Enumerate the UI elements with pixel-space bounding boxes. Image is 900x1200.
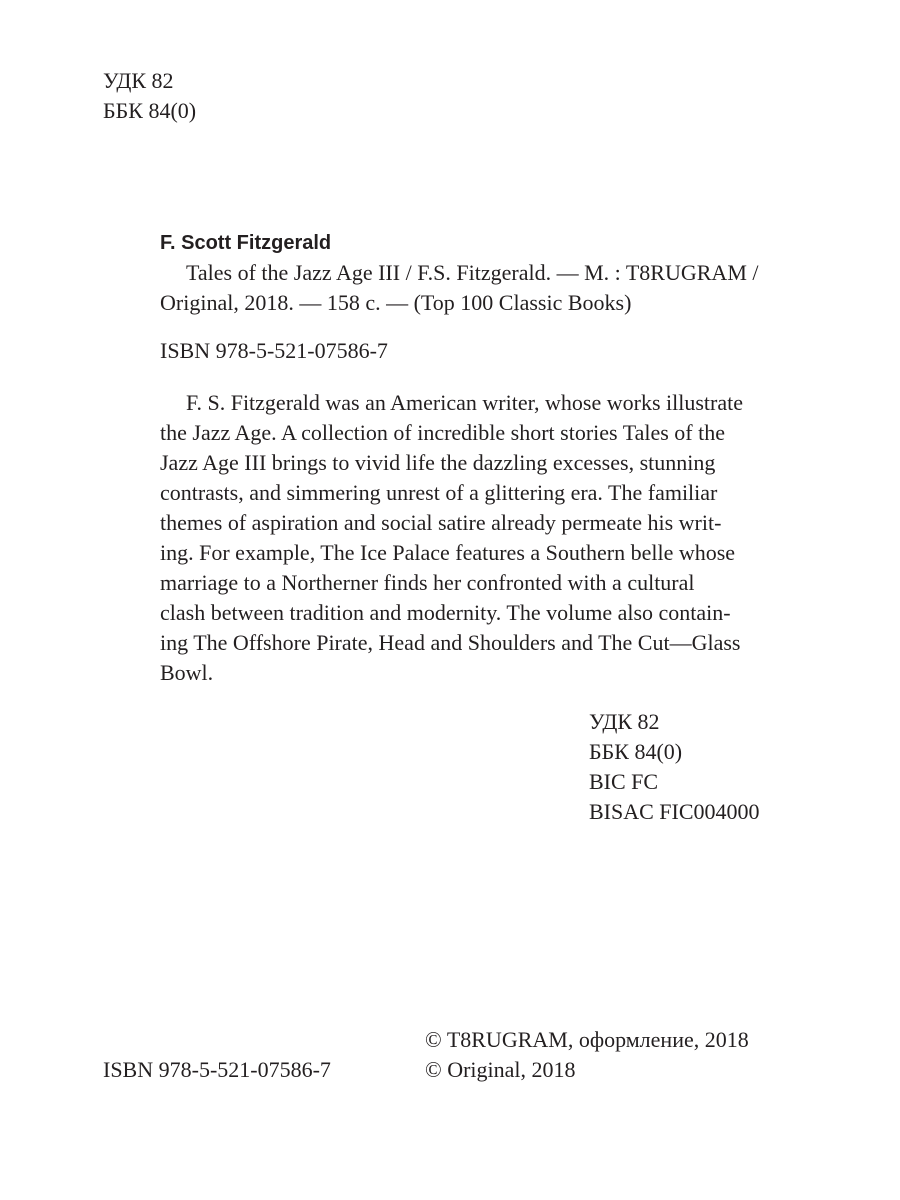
annotation-line: Jazz Age III brings to vivid life the dazzling excesses, stunning [160, 450, 716, 475]
annotation-line: themes of aspiration and social satire already permeate his writ- [160, 510, 722, 535]
annotation-line: marriage to a Northerner finds her confronted with a cultural [160, 570, 695, 595]
isbn-bottom: ISBN 978-5-521-07586-7 [103, 1057, 331, 1082]
annotation-line: Bowl. [160, 660, 214, 685]
citation-line: Tales of the Jazz Age III / F.S. Fitzgerald. — M. : T8RUGRAM / [186, 260, 759, 285]
annotation-line: ing The Offshore Pirate, Head and Shoulders and The Cut—Glass [160, 630, 741, 655]
citation-line: Original, 2018. — 158 c. — (Top 100 Classic Books) [160, 290, 632, 315]
annotation-paragraph [160, 388, 760, 688]
udk-code: УДК 82 [589, 709, 660, 734]
bbk-code: ББК 84(0) [589, 739, 683, 764]
citation [160, 258, 760, 318]
annotation-line: ing. For example, The Ice Palace features a Southern belle whose [160, 540, 736, 565]
bisac-code: BISAC FIC004000 [589, 799, 760, 824]
author-name: F. Scott Fitzgerald [160, 232, 332, 254]
copyright-block [425, 1025, 749, 1085]
copyright-line: © Original, 2018 [425, 1057, 576, 1082]
isbn-main: ISBN 978-5-521-07586-7 [160, 338, 388, 363]
classification-codes [589, 707, 760, 827]
annotation-line: clash between tradition and modernity. The volume also contain- [160, 600, 731, 625]
bbk-code: ББК 84(0) [103, 98, 197, 123]
bic-code: BIC FC [589, 769, 659, 794]
udk-code: УДК 82 [103, 68, 174, 93]
annotation-line: the Jazz Age. A collection of incredible short stories Tales of the [160, 420, 726, 445]
copyright-line: © T8RUGRAM, оформление, 2018 [425, 1027, 749, 1052]
annotation-line: F. S. Fitzgerald was an American writer, whose works illustrate [186, 390, 744, 415]
top-classification-codes [103, 66, 196, 126]
annotation-line: contrasts, and simmering unrest of a glittering era. The familiar [160, 480, 718, 505]
bibliographic-record [160, 228, 760, 318]
